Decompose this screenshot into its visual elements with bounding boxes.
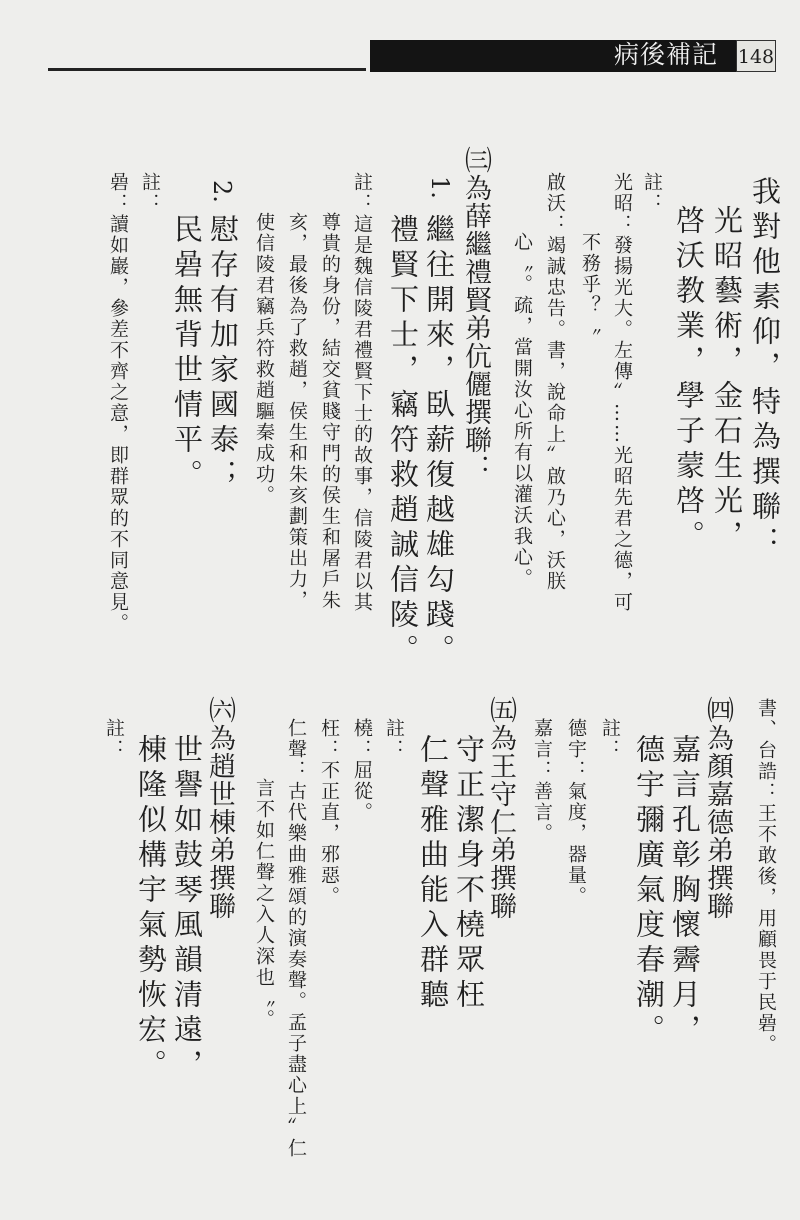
verse-line: 仁聲雅曲能入群聽 — [416, 734, 450, 1014]
section-heading: ㈤為王守仁弟撰聯 — [485, 696, 516, 920]
page-number: 148 — [736, 40, 776, 72]
note-label: 註： — [599, 718, 621, 760]
note-line: 使信陵君竊兵符救趙驅秦成功。 — [253, 212, 275, 506]
verse-line: 啓沃教業，學子蒙啓。 — [672, 205, 706, 555]
running-title: 病後補記 — [613, 40, 718, 69]
note-line: 書、台誥：王不敢後，用顧畏于民碞。 — [755, 698, 777, 1055]
item-number: 2. — [208, 180, 236, 203]
note-line: 橈：屈從。 — [351, 718, 373, 823]
section-heading: ㈥為趙世棟弟撰聯 — [204, 696, 235, 920]
verse-line: 德宇彌廣氣度春潮。 — [632, 734, 666, 1049]
verse-line: 棟隆似構宇氣勢恢宏。 — [134, 734, 168, 1084]
note-line: 枉：不正直，邪惡。 — [318, 718, 340, 907]
header-rule — [48, 68, 366, 71]
note-line: 光昭：發揚光大。左傳〞……光昭先君之德，可 — [611, 172, 633, 613]
note-line: 碞：讀如巖，參差不齊之意，即群眾的不同意見。 — [107, 172, 129, 634]
verse-line: 慰存有加家國泰； — [206, 214, 240, 494]
header-band — [370, 40, 736, 72]
note-line: 嘉言：善言。 — [531, 718, 553, 844]
verse-line: 我對他素仰，特為撰聯： — [748, 176, 782, 561]
verse-line: 繼往開來，臥薪復越雄勾踐。 — [422, 214, 456, 669]
verse-line: 世譽如鼓琴風韻清遠， — [170, 734, 204, 1084]
section-heading: ㈢為薛繼禮賢弟伉儷撰聯： — [460, 146, 491, 482]
verse-line: 禮賢下士，竊符救趙誠信陵。 — [386, 214, 420, 669]
note-line: 不務乎？〝 — [579, 232, 601, 337]
verse-line: 守正潔身不橈眾枉 — [452, 734, 486, 1014]
note-line: 亥，最後為了救趙，侯生和朱亥劃策出力， — [286, 212, 308, 611]
note-label: 註： — [103, 718, 125, 760]
note-line: 尊貴的身份，結交貧賤守門的侯生和屠戶朱 — [319, 212, 341, 611]
note-label: 註： — [641, 172, 663, 214]
note-line: 心〝。疏，當開汝心所有以灌沃我心。 — [511, 232, 533, 589]
item-number: 1. — [426, 176, 454, 199]
note-line: 仁聲：古代樂曲雅頌的演奏聲。孟子盡心上〞仁 — [285, 718, 307, 1159]
verse-line: 嘉言孔彰胸懷霽月， — [668, 734, 702, 1049]
note-label: 註： — [383, 718, 405, 760]
note-line: 言不如仁聲之入人深也〝。 — [253, 778, 275, 1030]
verse-line: 光昭藝術，金石生光， — [710, 205, 744, 555]
verse-line: 民碞無背世情平。 — [170, 214, 204, 494]
note-line: 德宇：氣度，器量。 — [565, 718, 587, 907]
note-line: 啟沃：竭誠忠告。書，說命上〞啟乃心，沃朕 — [544, 172, 566, 592]
note-label: 註： — [139, 172, 161, 214]
note-line: 註：這是魏信陵君禮賢下士的故事，信陵君以其 — [351, 172, 373, 613]
section-heading: ㈣為顏嘉德弟撰聯 — [702, 696, 733, 920]
